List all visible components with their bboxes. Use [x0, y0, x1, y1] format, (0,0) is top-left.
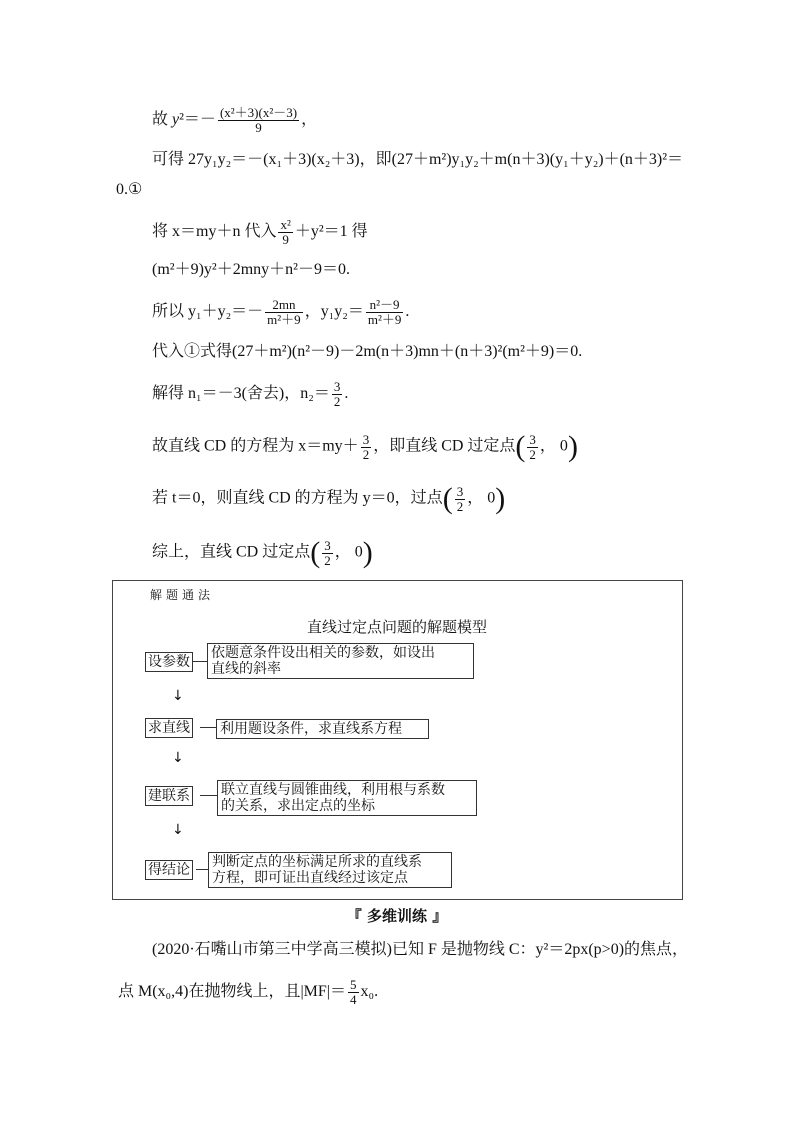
- math-line-10: [152, 484, 505, 514]
- numerator: 5: [350, 977, 357, 992]
- text: 若 t＝0，则直线 CD 的方程为 y＝0，过点: [152, 489, 443, 507]
- left-paren: (: [442, 482, 453, 515]
- text: (m²＋9)y²＋2mny＋n²－9＝0.: [152, 261, 350, 278]
- desc-line: 的关系，求出定点的坐标: [221, 798, 375, 814]
- text: 0.①: [116, 181, 143, 198]
- step-4-desc: [208, 852, 452, 888]
- denominator: 9: [282, 232, 289, 247]
- text: ， 0: [539, 437, 568, 455]
- math-line-2: [152, 150, 683, 170]
- text: .: [405, 303, 410, 321]
- desc-line: 联立直线与圆锥曲线，利用根与系数: [221, 782, 445, 798]
- desc-line: 判断定点的坐标满足所求的直线系: [212, 854, 422, 870]
- box-title: 直线过定点问题的解题模型: [306, 618, 487, 636]
- text: 故直线 CD 的方程为 x＝my＋: [152, 437, 359, 455]
- desc-line: 依题意条件设出相关的参数，如设出: [211, 645, 435, 661]
- text: 将 x＝my＋n 代入: [152, 223, 277, 241]
- connector: [200, 727, 216, 728]
- numerator: 3: [456, 483, 464, 499]
- right-paren: ): [362, 536, 373, 569]
- right-paren: ): [495, 482, 506, 515]
- math-line-7: [152, 342, 582, 362]
- arrow-down-icon: ↓: [172, 750, 184, 766]
- text: ＋y²＝1 得: [294, 223, 368, 241]
- math-line-6: [152, 298, 409, 327]
- denominator: 2: [529, 446, 536, 462]
- fraction: [265, 298, 303, 327]
- numerator: 3: [529, 431, 536, 447]
- denominator: 2: [362, 446, 370, 462]
- text: (2020·石嘴山市第三中学高三模拟)已知 F 是抛物线 C：y²＝2px(p>0)的焦点，: [152, 941, 689, 958]
- connector: [196, 869, 208, 870]
- fraction: [455, 485, 466, 514]
- text: ，即直线 CD 过定点: [373, 437, 516, 455]
- text: ，: [301, 111, 318, 129]
- left-paren: (: [515, 430, 526, 463]
- denominator: 9: [255, 120, 262, 135]
- connector: [193, 661, 207, 662]
- denominator: m²＋9: [367, 312, 402, 327]
- text: x₀.: [360, 983, 379, 1001]
- denominator: 2: [324, 552, 331, 568]
- text: ， 0: [467, 489, 496, 507]
- denominator: 2: [333, 394, 341, 409]
- section-title: 『 多维训练 』: [346, 907, 448, 925]
- math-line-4: [152, 218, 368, 247]
- denominator: 4: [350, 992, 357, 1007]
- problem-line-2: [118, 978, 378, 1007]
- text: .: [344, 385, 349, 403]
- math-line-3: [116, 180, 142, 200]
- fraction: [527, 433, 538, 462]
- fraction: [332, 380, 343, 409]
- text: 代入①式得(27＋m²)(n²－9)－2m(n＋3)mn＋(n＋3)²(m²＋9)＝0.: [152, 343, 583, 360]
- problem-line-1: [152, 940, 688, 960]
- math-line-1: [152, 106, 317, 135]
- denominator: m²＋9: [267, 312, 301, 327]
- box-label: 解题通法: [150, 588, 215, 602]
- numerator: 2mn: [265, 298, 303, 313]
- fraction: [322, 539, 333, 568]
- text: 所以 y₁＋y₂＝－: [152, 303, 264, 321]
- numerator: 3: [324, 537, 331, 553]
- denominator: 2: [456, 498, 464, 514]
- desc-line: 直线的斜率: [211, 661, 281, 677]
- math-line-5: [152, 260, 350, 280]
- text: ²＝－: [179, 111, 216, 129]
- step-2-name: 求直线: [145, 718, 193, 738]
- step-1-desc: [207, 643, 474, 679]
- fraction: [348, 978, 359, 1007]
- math-line-9: [152, 432, 578, 462]
- text: 综上，直线 CD 过定点: [152, 543, 311, 561]
- desc-line: 利用题设条件，求直线系方程: [220, 721, 402, 737]
- arrow-down-icon: ↓: [172, 822, 184, 838]
- fraction: [278, 218, 292, 247]
- connector: [200, 795, 217, 796]
- numerator: x²: [280, 217, 291, 232]
- step-4-name: 得结论: [145, 860, 193, 880]
- left-paren: (: [310, 536, 321, 569]
- text: ， 0: [334, 543, 363, 561]
- text: 故: [152, 111, 173, 129]
- numerator: n²－9: [366, 298, 404, 313]
- numerator: 3: [333, 379, 341, 394]
- step-2-desc: [216, 719, 429, 739]
- desc-line: 方程，即可证出直线经过该定点: [212, 870, 408, 886]
- numerator: 3: [362, 431, 370, 447]
- fraction: [366, 298, 404, 327]
- math-line-8: [152, 380, 348, 409]
- arrow-down-icon: ↓: [172, 688, 184, 704]
- fraction: [218, 106, 299, 135]
- numerator: (x²＋3)(x²－3): [219, 105, 298, 120]
- text: ，y₁y₂＝: [304, 303, 364, 321]
- text: y: [172, 111, 180, 129]
- step-3-desc: [217, 780, 477, 816]
- text: 点 M(x₀,4)在抛物线上，且|MF|＝: [118, 983, 346, 1001]
- text: 解得 n₁＝－3(舍去)，n₂＝: [152, 385, 330, 403]
- math-line-11: [152, 538, 373, 568]
- fraction: [361, 433, 372, 462]
- step-1-name: 设参数: [145, 652, 193, 672]
- step-3-name: 建联系: [145, 786, 193, 806]
- text: 可得 27y₁y₂＝－(x₁＋3)(x₂＋3)，即(27＋m²)y₁y₂＋m(n＋3)(y₁＋y₂)＋(n＋3)²＝: [152, 151, 684, 168]
- right-paren: ): [567, 430, 578, 463]
